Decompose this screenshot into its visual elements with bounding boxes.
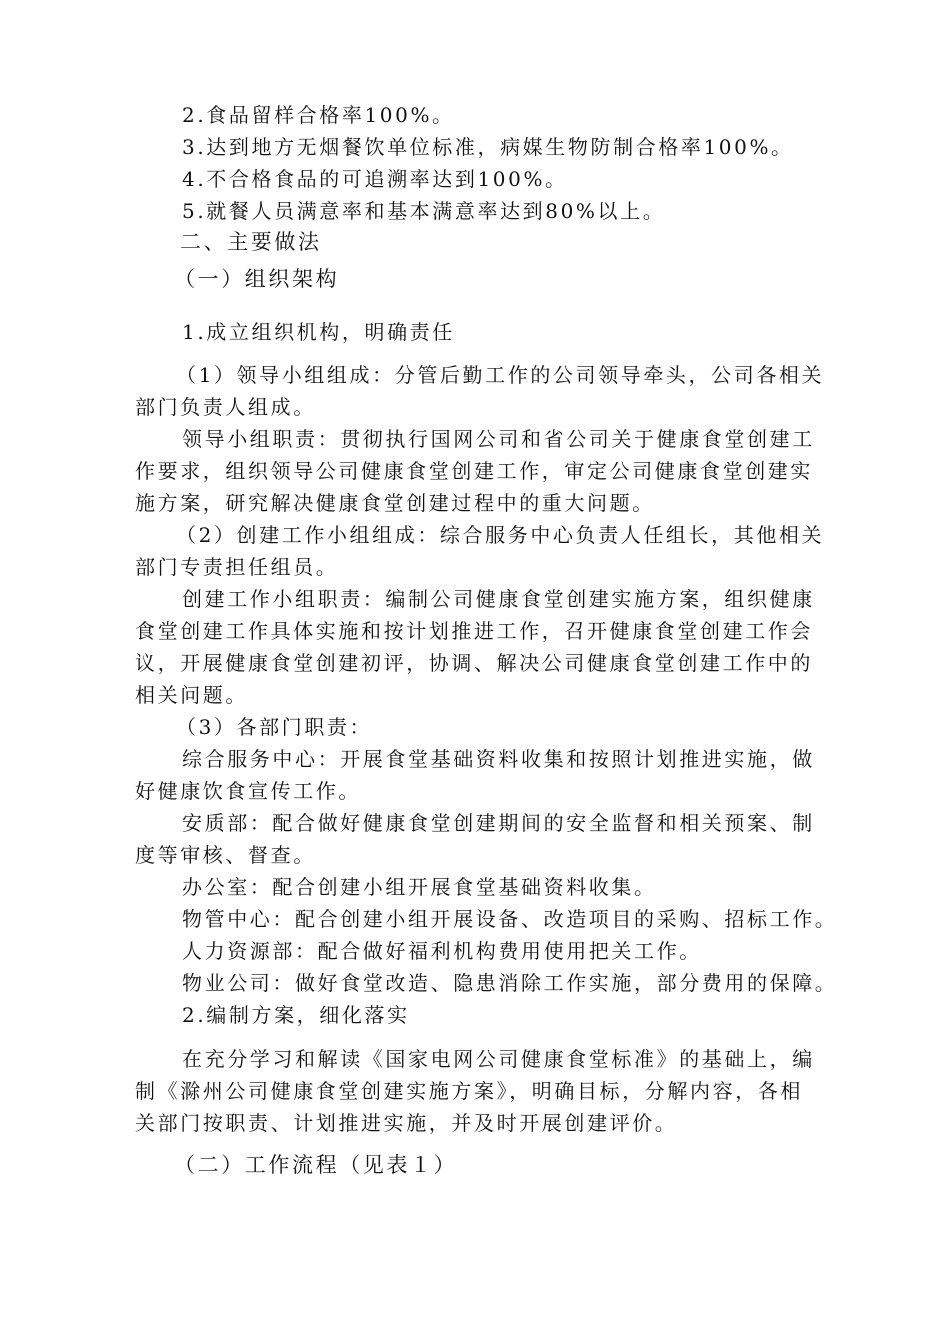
paragraph-line: 议，开展健康食堂创建初评，协调、解决公司健康食堂创建工作中的 <box>135 651 813 675</box>
paragraph-line: 在充分学习和解读《国家电网公司健康食堂标准》的基础上，编 <box>182 1047 815 1071</box>
paragraph-line: 领导小组职责：贯彻执行国网公司和省公司关于健康食堂创建工 <box>182 427 815 451</box>
paragraph-line: 度等审核、督查。 <box>135 843 316 867</box>
goal-item-4: 4.不合格食品的可追溯率达到100%。 <box>182 167 568 191</box>
paragraph-line: 好健康饮食宣传工作。 <box>135 779 361 803</box>
paragraph-line: 部门专责担任组员。 <box>135 555 339 579</box>
subsection-heading-workflow: （二）工作流程（见表１） <box>174 1153 458 1177</box>
paragraph-line: 物业公司：做好食堂改造、隐患消除工作实施，部分费用的保障。 <box>182 971 838 995</box>
goal-item-3: 3.达到地方无烟餐饮单位标准，病媒生物防制合格率100%。 <box>182 135 794 159</box>
paragraph-line: 部门负责人组成。 <box>135 395 316 419</box>
goal-item-2: 2.食品留样合格率100%。 <box>182 103 455 127</box>
item-heading-establish-organization: 1.成立组织机构，明确责任 <box>182 320 455 344</box>
paragraph-line: （2）创建工作小组组成：综合服务中心负责人任组长，其他相关 <box>176 523 825 547</box>
paragraph-line: 作要求，组织领导公司健康食堂创建工作，审定公司健康食堂创建实 <box>135 459 813 483</box>
paragraph-line: 物管中心：配合创建小组开展设备、改造项目的采购、招标工作。 <box>182 907 838 931</box>
item-heading-prepare-plan: 2.编制方案，细化落实 <box>182 1003 410 1027</box>
subsection-heading-organization: （一）组织架构 <box>174 267 340 291</box>
paragraph-line: 相关问题。 <box>135 683 248 707</box>
paragraph-line: 制《滁州公司健康食堂创建实施方案》，明确目标，分解内容，各相 <box>135 1079 803 1103</box>
paragraph-line: 办公室：配合创建小组开展食堂基础资料收集。 <box>182 875 657 899</box>
paragraph-line: 综合服务中心：开展食堂基础资料收集和按照计划推进实施，做 <box>182 747 815 771</box>
paragraph-line: 施方案，研究解决健康食堂创建过程中的重大问题。 <box>135 491 655 515</box>
paragraph-line: 创建工作小组职责：编制公司健康食堂创建实施方案，组织健康 <box>182 587 815 611</box>
paragraph-line: 人力资源部：配合做好福利机构费用使用把关工作。 <box>182 939 702 963</box>
goal-item-5: 5.就餐人员满意率和基本满意率达到80%以上。 <box>182 199 666 223</box>
paragraph-line: （1）领导小组组成：分管后勤工作的公司领导牵头，公司各相关 <box>176 363 825 387</box>
paragraph-line: 关部门按职责、计划推进实施，并及时开展创建评价。 <box>135 1111 678 1135</box>
paragraph-line: 食堂创建工作具体实施和按计划推进工作，召开健康食堂创建工作会 <box>135 619 813 643</box>
section-heading-main-practices: 二、主要做法 <box>180 230 322 254</box>
paragraph-line: 安质部：配合做好健康食堂创建期间的安全监督和相关预案、制 <box>182 811 815 835</box>
paragraph-line: （3）各部门职责： <box>176 715 373 739</box>
